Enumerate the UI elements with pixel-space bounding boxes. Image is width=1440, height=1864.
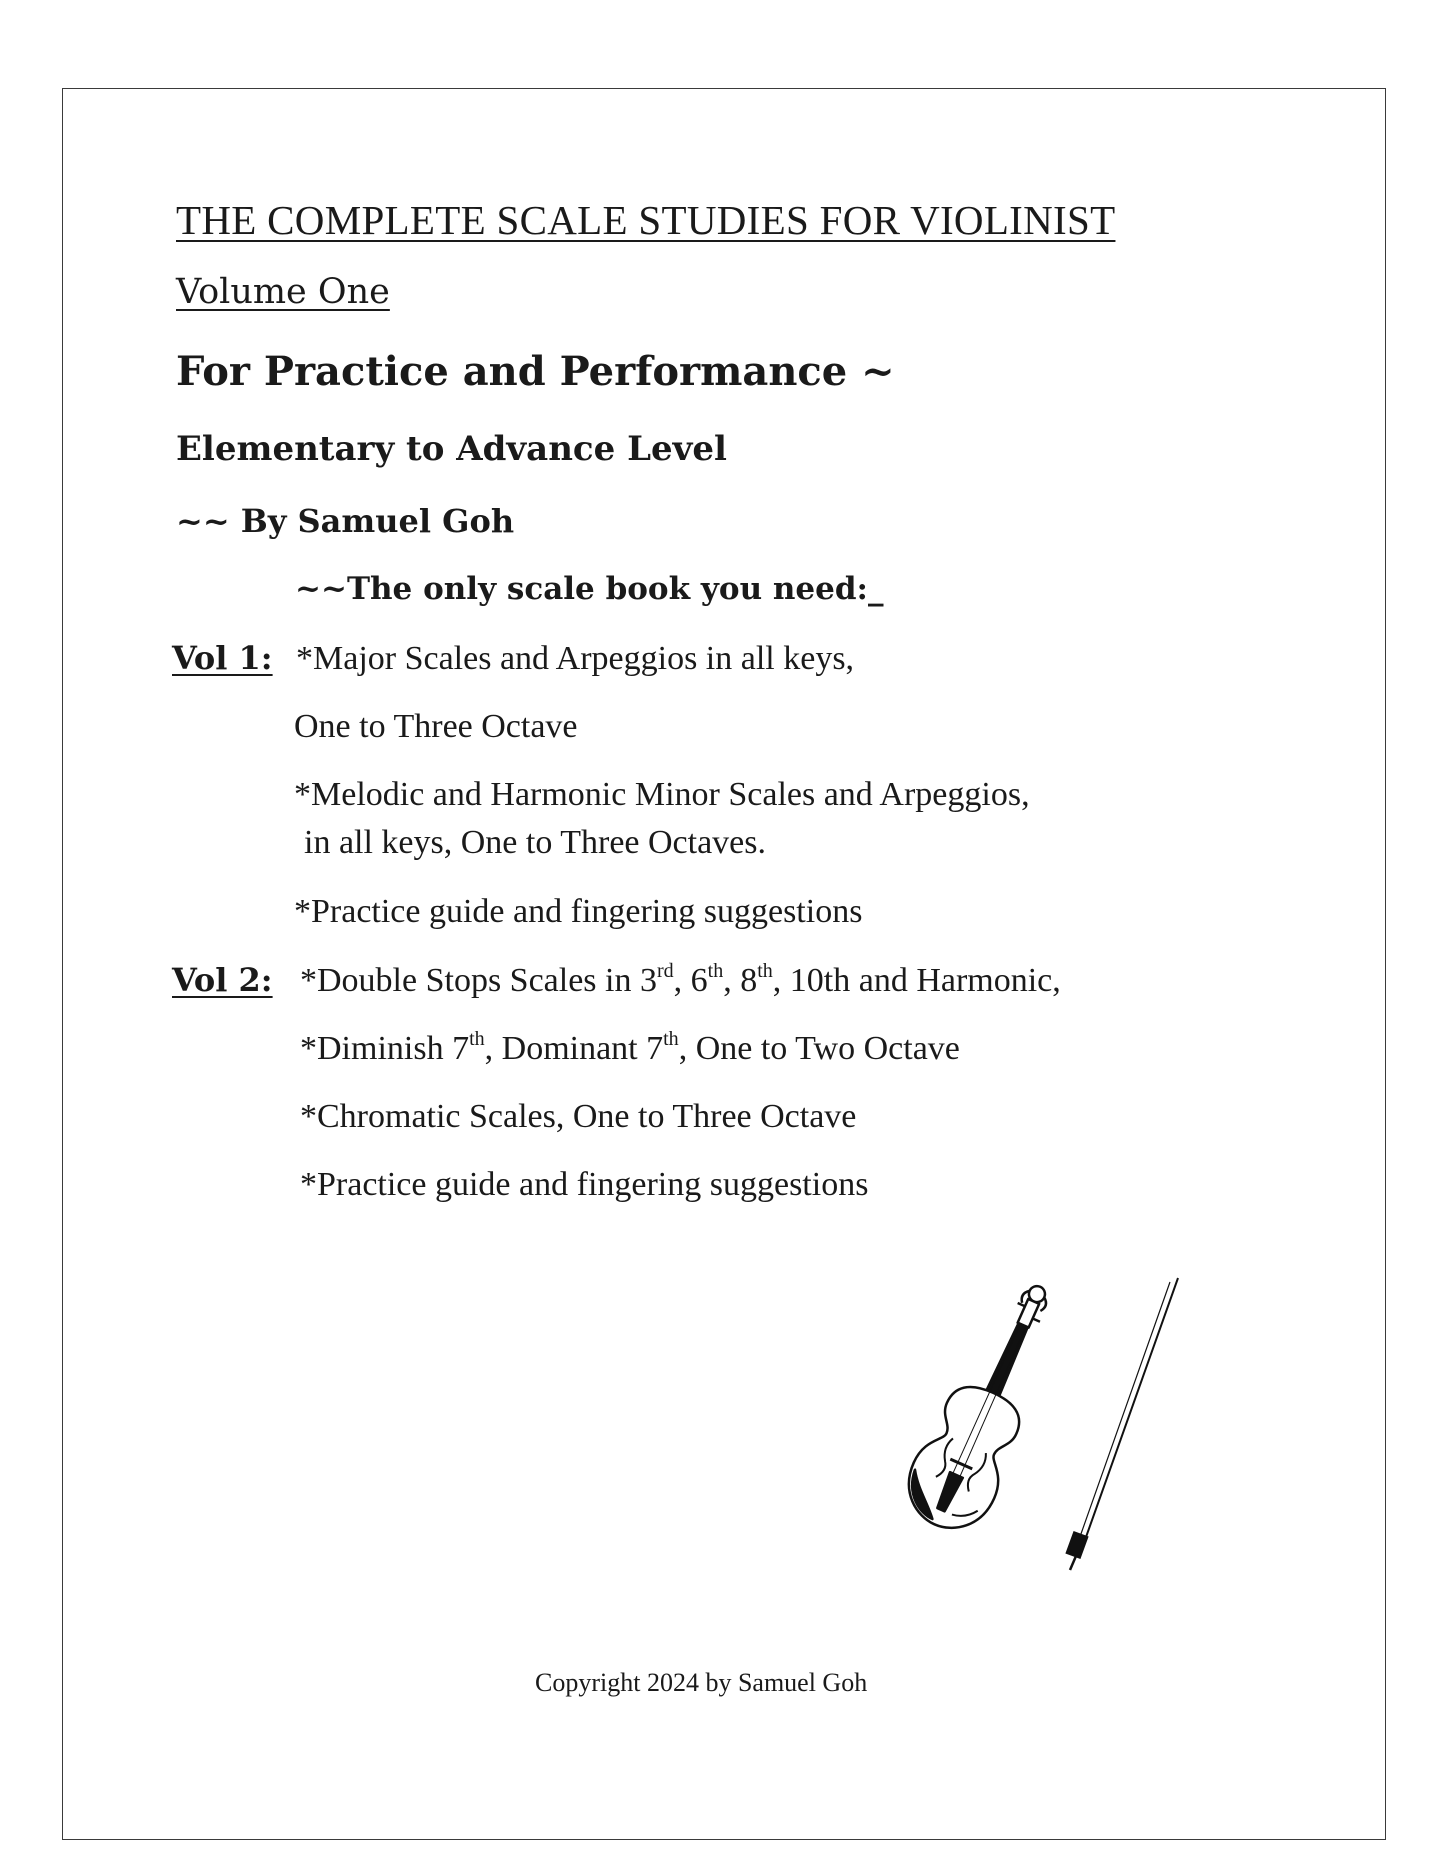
vol2-label: Vol 2: (172, 961, 273, 999)
vol1-label: Vol 1: (172, 639, 273, 677)
volume-heading: Volume One (176, 272, 390, 312)
violin-and-bow-icon (880, 1272, 1200, 1576)
vol2-item-sevenths: *Diminish 7th, Dominant 7th, One to Two Octave (300, 1028, 960, 1067)
vol1-item-minor-scales: *Melodic and Harmonic Minor Scales and Arpeggios, (294, 776, 1030, 813)
vol1-item-minor-octaves: in all keys, One to Three Octaves. (304, 824, 767, 861)
vol2-item-chromatic: *Chromatic Scales, One to Three Octave (300, 1098, 857, 1135)
vol1-item-major-octaves: One to Three Octave (294, 708, 578, 745)
vol2-item-double-stops: *Double Stops Scales in 3rd, 6th, 8th, 10th and Harmonic, (300, 960, 1061, 999)
vol2-item-practice-guide: *Practice guide and fingering suggestions (300, 1166, 869, 1203)
book-title: THE COMPLETE SCALE STUDIES FOR VIOLINIST (176, 197, 1116, 243)
subtitle-level: Elementary to Advance Level (176, 429, 727, 469)
copyright-notice: Copyright 2024 by Samuel Goh (535, 1668, 868, 1697)
vol1-item-major-scales: *Major Scales and Arpeggios in all keys, (296, 640, 855, 677)
tagline: ~~The only scale book you need:_ (295, 571, 884, 607)
vol1-item-practice-guide: *Practice guide and fingering suggestions (294, 893, 863, 930)
author-line: ~~ By Samuel Goh (176, 502, 515, 540)
subtitle-practice-performance: For Practice and Performance ~ (176, 348, 895, 395)
